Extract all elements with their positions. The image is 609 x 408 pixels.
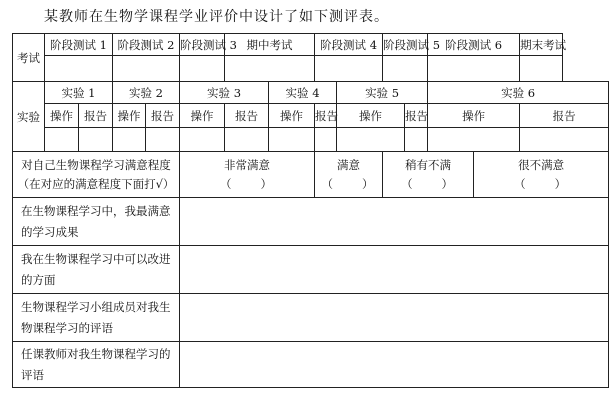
answer-cell[interactable] bbox=[180, 294, 609, 342]
exam-col-4: 期中考试 bbox=[225, 34, 315, 56]
sub-operation: 操作 bbox=[113, 104, 146, 128]
question-label: 任课教师对我生物课程学习的评语 bbox=[13, 342, 180, 388]
exam-row-label: 考试 bbox=[13, 34, 45, 82]
satisfaction-option[interactable] bbox=[315, 152, 383, 198]
answer-cell[interactable] bbox=[180, 246, 609, 294]
exam-score-cell[interactable] bbox=[180, 56, 225, 82]
experiment-header-row bbox=[13, 82, 609, 104]
sub-operation: 操作 bbox=[269, 104, 315, 128]
evaluation-table bbox=[12, 33, 609, 388]
satisfaction-blank[interactable]: （ ） bbox=[514, 176, 569, 191]
exam-score-cell[interactable] bbox=[428, 56, 520, 82]
experiment-score-cell[interactable] bbox=[225, 128, 269, 152]
exam-col-6: 阶段测试 5 bbox=[383, 34, 428, 56]
exam-score-row bbox=[13, 56, 609, 82]
exam-col-5: 阶段测试 4 bbox=[315, 34, 383, 56]
sub-report: 报告 bbox=[79, 104, 113, 128]
sub-report: 报告 bbox=[405, 104, 428, 128]
exam-score-cell[interactable] bbox=[45, 56, 113, 82]
question-row bbox=[13, 342, 609, 388]
experiment-col-2: 实验 2 bbox=[113, 82, 180, 104]
experiment-col-4: 实验 4 bbox=[269, 82, 337, 104]
experiment-score-row bbox=[13, 128, 609, 152]
exam-score-cell[interactable] bbox=[520, 56, 563, 82]
sub-report: 报告 bbox=[315, 104, 337, 128]
answer-cell[interactable] bbox=[180, 342, 609, 388]
exam-header-row bbox=[13, 34, 609, 56]
experiment-score-cell[interactable] bbox=[315, 128, 337, 152]
exam-col-1: 阶段测试 1 bbox=[45, 34, 113, 56]
experiment-sub-row bbox=[13, 104, 609, 128]
experiment-col-3: 实验 3 bbox=[180, 82, 269, 104]
exam-col-7: 阶段测试 6 bbox=[428, 34, 520, 56]
experiment-col-5: 实验 5 bbox=[337, 82, 428, 104]
experiment-score-cell[interactable] bbox=[146, 128, 180, 152]
answer-cell[interactable] bbox=[180, 198, 609, 246]
sub-report: 报告 bbox=[146, 104, 180, 128]
question-row bbox=[13, 294, 609, 342]
experiment-score-cell[interactable] bbox=[520, 128, 609, 152]
question-label: 在生物课程学习中，我最满意的学习成果 bbox=[13, 198, 180, 246]
experiment-score-cell[interactable] bbox=[45, 128, 79, 152]
question-label: 生物课程学习小组成员对我生物课程学习的评语 bbox=[13, 294, 180, 342]
satisfaction-option-label: 稍有不满 bbox=[405, 157, 452, 172]
experiment-score-cell[interactable] bbox=[79, 128, 113, 152]
question-label: 我在生物课程学习中可以改进的方面 bbox=[13, 246, 180, 294]
exam-score-cell[interactable] bbox=[315, 56, 383, 82]
question-row bbox=[13, 198, 609, 246]
satisfaction-blank[interactable]: （ ） bbox=[401, 176, 456, 191]
sub-operation: 操作 bbox=[180, 104, 225, 128]
satisfaction-option-label: 满意 bbox=[337, 157, 361, 172]
experiment-score-cell[interactable] bbox=[405, 128, 428, 152]
experiment-score-cell[interactable] bbox=[180, 128, 225, 152]
page-caption: 某教师在生物学课程学业评价中设计了如下测评表。 bbox=[44, 9, 389, 25]
satisfaction-option-label: 非常满意 bbox=[224, 157, 271, 172]
experiment-score-cell[interactable] bbox=[428, 128, 520, 152]
sub-operation: 操作 bbox=[45, 104, 79, 128]
sub-operation: 操作 bbox=[428, 104, 520, 128]
exam-score-cell[interactable] bbox=[225, 56, 315, 82]
satisfaction-label bbox=[13, 152, 180, 198]
exam-score-cell[interactable] bbox=[113, 56, 180, 82]
satisfaction-option[interactable] bbox=[383, 152, 474, 198]
experiment-col-1: 实验 1 bbox=[45, 82, 113, 104]
satisfaction-label-line2: （在对应的满意程度下面打√） bbox=[17, 176, 175, 191]
question-row bbox=[13, 246, 609, 294]
experiment-row-label: 实验 bbox=[13, 82, 45, 152]
exam-score-cell[interactable] bbox=[383, 56, 428, 82]
satisfaction-blank[interactable]: （ ） bbox=[220, 176, 275, 191]
experiment-col-6: 实验 6 bbox=[428, 82, 609, 104]
satisfaction-row bbox=[13, 152, 609, 198]
satisfaction-option[interactable] bbox=[180, 152, 315, 198]
experiment-score-cell[interactable] bbox=[269, 128, 315, 152]
experiment-score-cell[interactable] bbox=[337, 128, 405, 152]
experiment-score-cell[interactable] bbox=[113, 128, 146, 152]
sub-report: 报告 bbox=[225, 104, 269, 128]
satisfaction-label-line1: 对自己生物课程学习满意程度 bbox=[21, 157, 171, 172]
satisfaction-option-label: 很不满意 bbox=[518, 157, 565, 172]
sub-report: 报告 bbox=[520, 104, 609, 128]
satisfaction-blank[interactable]: （ ） bbox=[321, 176, 376, 191]
exam-col-3: 阶段测试 3 bbox=[180, 34, 225, 56]
sub-operation: 操作 bbox=[337, 104, 405, 128]
exam-col-2: 阶段测试 2 bbox=[113, 34, 180, 56]
satisfaction-option[interactable] bbox=[474, 152, 609, 198]
exam-col-8: 期末考试 bbox=[520, 34, 563, 56]
